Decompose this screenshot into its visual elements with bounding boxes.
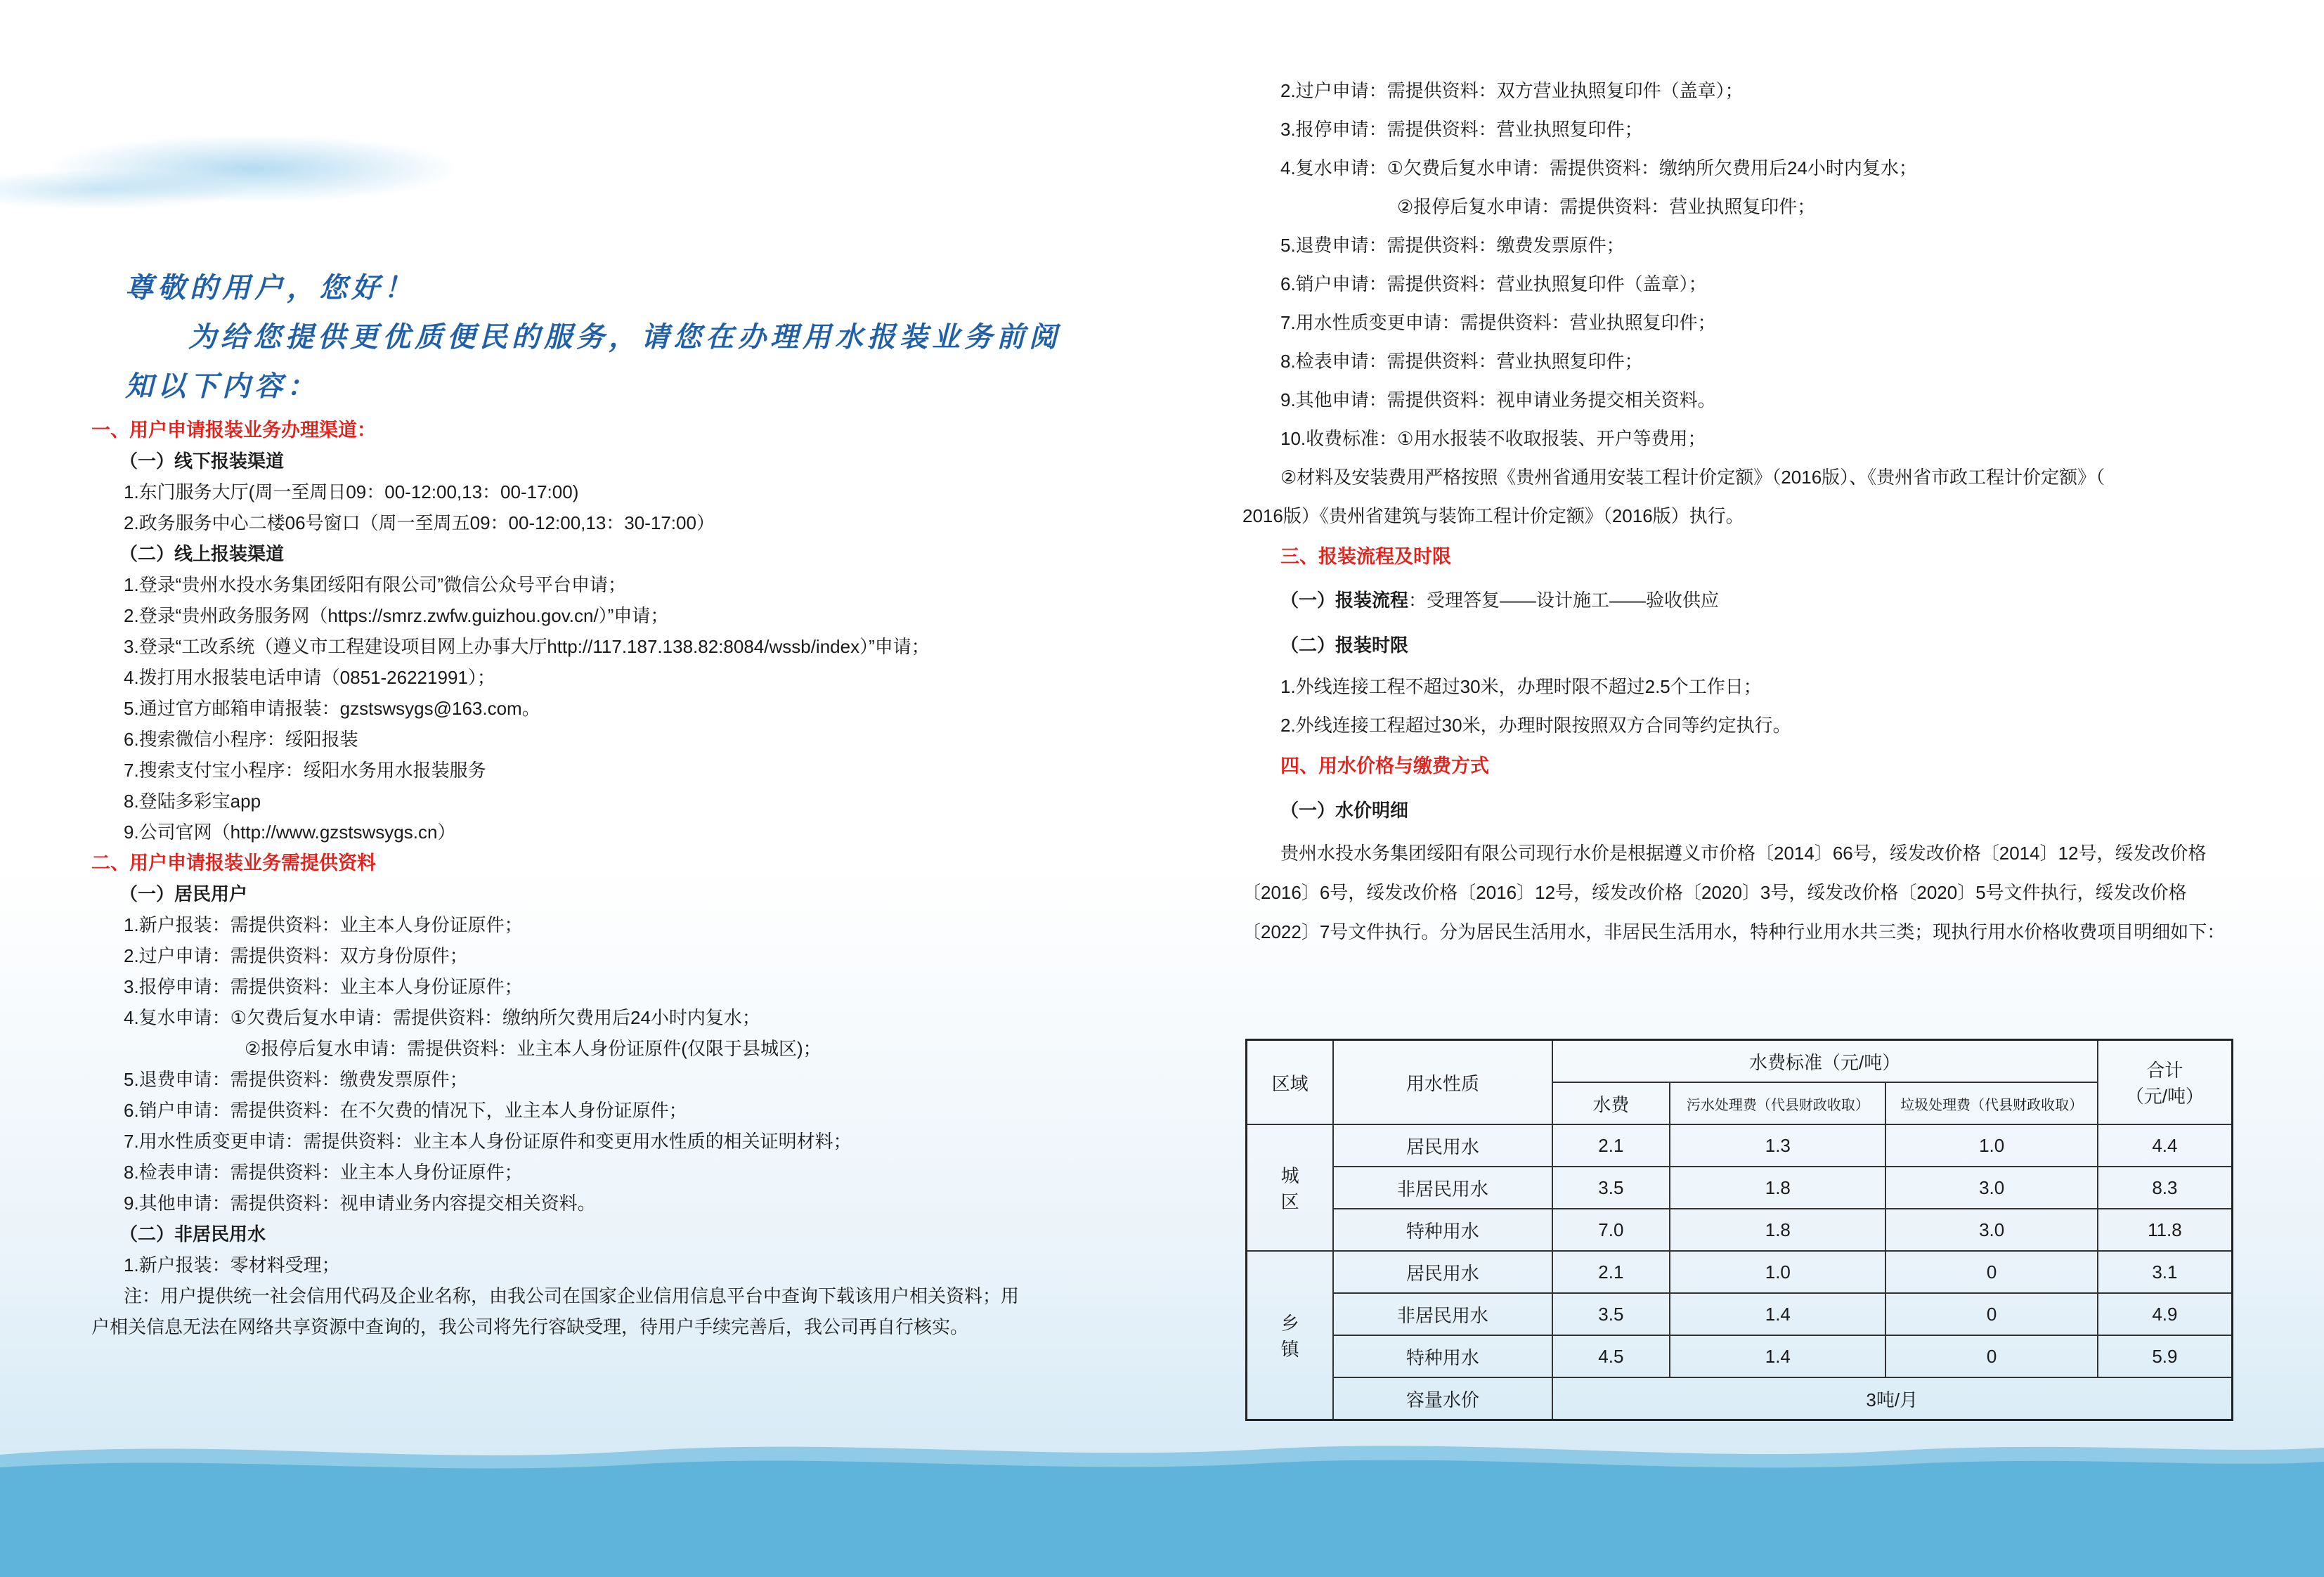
cell-garbage: 3.0 (1885, 1167, 2097, 1209)
header-total (2098, 1040, 2233, 1125)
cell-sewage: 1.8 (1670, 1167, 1885, 1209)
area-city (1247, 1124, 1334, 1251)
header-type: 用水性质 (1333, 1040, 1552, 1125)
capacity-label: 容量水价 (1333, 1377, 1552, 1420)
section-2-title: 二、用户申请报装业务需提供资料 (91, 852, 376, 874)
header-sewage-fee: 污水处理费（代县财政收取） (1670, 1082, 1885, 1124)
note-line: 注：用户提供统一社会信用代码及企业名称，由我公司在国家企业信用信息平台中查询下载该用户相关资料；用 (124, 1285, 1020, 1306)
resident-item: 1.新户报装：需提供资料：业主本人身份证原件； (124, 914, 523, 935)
greeting-line-2: 为给您提供更优质便民的服务，请您在办理用水报装业务前阅 (188, 320, 1061, 353)
non-resident-item: 8.检表申请：需提供资料：营业执照复印件； (1280, 351, 1643, 372)
water-splash-decoration (0, 105, 632, 246)
cell-type: 居民用水 (1333, 1251, 1552, 1293)
cell-water: 3.5 (1552, 1293, 1670, 1335)
greeting-line-1: 尊敬的用户，您好！ (125, 271, 416, 304)
cell-water: 4.5 (1552, 1335, 1670, 1377)
cell-sewage: 1.8 (1670, 1209, 1885, 1251)
cell-type: 非居民用水 (1333, 1293, 1552, 1335)
cell-water: 7.0 (1552, 1209, 1670, 1251)
cell-total: 5.9 (2098, 1335, 2233, 1377)
table-row (1247, 1293, 2233, 1335)
header-total-unit: （元/吨） (2125, 1086, 2205, 1107)
area-town-char: 镇 (1280, 1339, 1299, 1360)
cell-type: 居民用水 (1333, 1124, 1552, 1167)
table-row (1247, 1124, 2233, 1167)
cell-water: 3.5 (1552, 1167, 1670, 1209)
cell-sewage: 1.0 (1670, 1251, 1885, 1293)
section-1-title: 一、用户申请报装业务办理渠道： (91, 420, 376, 441)
header-garbage-fee: 垃圾处理费（代县财政收取） (1885, 1082, 2097, 1124)
area-city-char: 城 (1280, 1165, 1299, 1186)
resident-item: 5.退费申请：需提供资料：缴费发票原件； (124, 1069, 468, 1090)
non-resident-item: 1.新户报装：零材料受理； (124, 1254, 340, 1276)
online-item: 5.通过官方邮箱申请报装：gzstswsygs@163.com。 (124, 698, 540, 719)
cell-total: 3.1 (2098, 1251, 2233, 1293)
online-item: 9.公司官网（http://www.gzstswsygs.cn） (124, 822, 456, 843)
table-row (1247, 1209, 2233, 1251)
fee-standard-line: 2016版）《贵州省建筑与装饰工程计价定额》（2016版）执行。 (1242, 505, 1744, 526)
right-column (1242, 72, 2240, 952)
cell-total: 11.8 (2098, 1209, 2233, 1251)
online-item: 2.登录“贵州政务服务网（https://smrz.zwfw.guizhou.gov.cn/）”申请； (124, 605, 669, 626)
cell-sewage: 1.4 (1670, 1293, 1885, 1335)
cell-total: 4.9 (2098, 1293, 2233, 1335)
section-4-title: 四、用水价格与缴费方式 (1280, 755, 1489, 777)
non-resident-heading: （二）非居民用水 (119, 1224, 266, 1245)
header-area: 区域 (1247, 1040, 1334, 1125)
resident-item: 8.检表申请：需提供资料：业主本人身份证原件； (124, 1162, 523, 1183)
table-row (1247, 1335, 2233, 1377)
online-item: 6.搜索微信小程序：绥阳报装 (124, 729, 358, 750)
online-item: 1.登录“贵州水投水务集团绥阳有限公司”微信公众号平台申请； (124, 574, 627, 595)
resident-heading: （一）居民用户 (119, 883, 248, 904)
greeting-line-3: 知以下内容： (125, 370, 319, 403)
water-price-table (1245, 1039, 2233, 1421)
cell-garbage: 0 (1885, 1335, 2097, 1377)
resident-item: 7.用水性质变更申请：需提供资料：业主本人身份证原件和变更用水性质的相关证明材料； (124, 1131, 852, 1152)
price-detail-heading: （一）水价明细 (1280, 800, 1409, 821)
time-limit-item: 2.外线连接工程超过30米，办理时限按照双方合同等约定执行。 (1280, 715, 1791, 736)
cell-sewage: 1.3 (1670, 1124, 1885, 1167)
online-item: 4.拨打用水报装电话申请（0851-26221991）； (124, 667, 495, 688)
flow-text: ：受理答复——设计施工——验收供应 (1408, 590, 1720, 611)
flow-row (1242, 578, 2240, 623)
area-town (1247, 1251, 1334, 1420)
header-water-fee: 水费 (1552, 1082, 1670, 1124)
resident-item: 4.复水申请：①欠费后复水申请：需提供资料：缴纳所欠费用后24小时内复水； (124, 1007, 760, 1028)
resident-item: 6.销户申请：需提供资料：在不欠费的情况下，业主本人身份证原件； (124, 1100, 687, 1121)
fee-standard: 10.收费标准：①用水报装不收取报装、开户等费用； (1280, 428, 1706, 449)
fee-standard-line: ②材料及安装费用严格按照《贵州省通用安装工程计价定额》（2016版）、《贵州省市政工程计价定额》（ (1280, 467, 2105, 488)
capacity-value: 3吨/月 (1552, 1377, 2233, 1420)
resident-item: 9.其他申请：需提供资料：视申请业务内容提交相关资料。 (124, 1193, 596, 1214)
non-resident-item: 4.复水申请：①欠费后复水申请：需提供资料：缴纳所欠费用后24小时内复水； (1280, 157, 1917, 179)
cell-total: 4.4 (2098, 1124, 2233, 1167)
offline-item: 1.东门服务大厅(周一至周日09：00-12:00,13：00-17:00) (124, 481, 579, 502)
cell-sewage: 1.4 (1670, 1335, 1885, 1377)
non-resident-item: 5.退费申请：需提供资料：缴费发票原件； (1280, 235, 1625, 256)
header-total-line: 合计 (2146, 1060, 2183, 1081)
cell-garbage: 0 (1885, 1293, 2097, 1335)
area-city-char: 区 (1280, 1191, 1299, 1212)
cell-garbage: 1.0 (1885, 1124, 2097, 1167)
non-resident-item: ②报停后复水申请：需提供资料：营业执照复印件； (1397, 196, 1816, 217)
online-item: 7.搜索支付宝小程序：绥阳水务用水报装服务 (124, 760, 486, 781)
online-item: 3.登录“工改系统（遵义市工程建设项目网上办事大厅http://117.187.138.82:8084/wssb/index）”申请； (124, 636, 930, 657)
price-paragraph: 贵州水投水务集团绥阳有限公司现行水价是根据遵义市价格〔2014〕66号，绥发改价格〔2014〕12号，绥发改价格〔2016〕6号，绥发改价格〔2016〕12号，绥发改价格〔2020〕3号，绥发改价格〔2020〕5号文件执行，绥发改价格〔2022〕7号文件执行。分为居民生活用水，非居民生活用水，特种行业用水共三类；现执行用水价格收费项目明细如下： (1242, 843, 2226, 942)
online-item: 8.登陆多彩宝app (124, 791, 261, 812)
note-line: 户相关信息无法在网络共享资源中查询的，我公司将先行容缺受理，待用户手续完善后，我公司再自行核实。 (91, 1316, 969, 1337)
cell-water: 2.1 (1552, 1124, 1670, 1167)
non-resident-item: 3.报停申请：需提供资料：营业执照复印件； (1280, 119, 1643, 140)
table-row (1247, 1377, 2233, 1420)
cell-garbage: 3.0 (1885, 1209, 2097, 1251)
non-resident-item: 7.用水性质变更申请：需提供资料：营业执照复印件； (1280, 312, 1716, 333)
non-resident-item: 9.其他申请：需提供资料：视申请业务提交相关资料。 (1280, 389, 1716, 410)
table-row (1247, 1251, 2233, 1293)
cell-type: 特种用水 (1333, 1209, 1552, 1251)
online-channel-heading: （二）线上报装渠道 (119, 543, 285, 564)
offline-channel-heading: （一）线下报装渠道 (119, 450, 285, 472)
water-wave-decoration (0, 1434, 2324, 1577)
time-limit-heading: （二）报装时限 (1280, 635, 1409, 656)
resident-item: 2.过户申请：需提供资料：双方身份原件； (124, 945, 468, 966)
left-column (91, 415, 1096, 1342)
section-3-title: 三、报装流程及时限 (1280, 546, 1451, 567)
time-limit-item: 1.外线连接工程不超过30米，办理时限不超过2.5个工作日； (1280, 676, 1762, 697)
cell-type: 非居民用水 (1333, 1167, 1552, 1209)
cell-garbage: 0 (1885, 1251, 2097, 1293)
cell-type: 特种用水 (1333, 1335, 1552, 1377)
area-town-char: 乡 (1280, 1313, 1299, 1334)
cell-total: 8.3 (2098, 1167, 2233, 1209)
table-row (1247, 1167, 2233, 1209)
non-resident-item: 2.过户申请：需提供资料：双方营业执照复印件（盖章）； (1280, 80, 1744, 101)
resident-item: ②报停后复水申请：需提供资料：业主本人身份证原件(仅限于县城区)； (245, 1038, 822, 1059)
resident-item: 3.报停申请：需提供资料：业主本人身份证原件； (124, 976, 523, 997)
offline-item: 2.政务服务中心二楼06号窗口（周一至周五09：00-12:00,13：30-17:00） (124, 512, 715, 533)
header-standard: 水费标准（元/吨） (1552, 1040, 2098, 1083)
flow-label: （一）报装流程 (1280, 590, 1409, 611)
non-resident-item: 6.销户申请：需提供资料：营业执照复印件（盖章）； (1280, 273, 1707, 294)
cell-water: 2.1 (1552, 1251, 1670, 1293)
